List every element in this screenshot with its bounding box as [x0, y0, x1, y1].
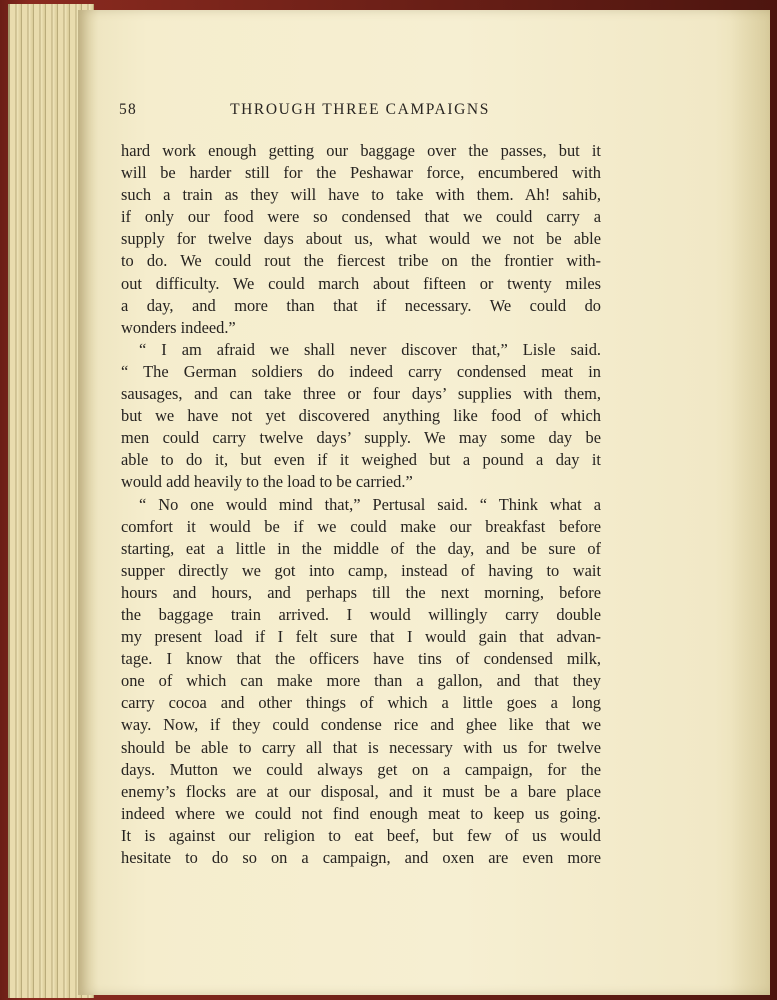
- text-line: hours and hours, and perhaps till the next morning, before: [121, 582, 601, 602]
- text-line: sausages, and can take three or four days’ supplies with them,: [121, 384, 601, 404]
- text-line: supply for twelve days about us, what would we not be able: [121, 229, 601, 249]
- text-line: out difficulty. We could march about fifteen or twenty miles: [121, 273, 601, 293]
- text-line: such a train as they will have to take with them. Ah! sahib,: [121, 185, 601, 205]
- text-line: my present load if I felt sure that I would gain that advan-: [121, 627, 601, 647]
- text-line: will be harder still for the Peshawar force, encumbered with: [121, 163, 601, 183]
- text-line: enemy’s flocks are at our disposal, and it must be a bare place: [121, 781, 601, 801]
- text-line: should be able to carry all that is necessary with us for twelve: [121, 737, 601, 757]
- text-line: but we have not yet discovered anything like food of which: [121, 406, 601, 426]
- text-line: hard work enough getting our baggage over the passes, but it: [121, 141, 601, 160]
- text-line: carry cocoa and other things of which a little goes a long: [121, 693, 601, 713]
- text-line: would add heavily to the load to be carried.”: [121, 472, 413, 492]
- text-line: comfort it would be if we could make our breakfast before: [121, 516, 601, 536]
- text-line: tage. I know that the officers have tins of condensed milk,: [121, 649, 601, 669]
- text-line: a day, and more than that if necessary. We could do: [121, 295, 601, 315]
- text-line: one of which can make more than a gallon, and that they: [121, 671, 601, 691]
- text-line: men could carry twelve days’ supply. We may some day be: [121, 428, 601, 448]
- page-shading: [730, 10, 770, 995]
- text-line: wonders indeed.”: [121, 317, 236, 337]
- text-line: It is against our religion to eat beef, but few of us would: [121, 825, 601, 845]
- text-line: hesitate to do so on a campaign, and oxen are even more: [121, 848, 601, 867]
- text-line: to do. We could rout the fiercest tribe on the frontier with-: [121, 251, 601, 271]
- running-title: THROUGH THREE CAMPAIGNS: [230, 101, 490, 118]
- body-text: [121, 140, 601, 869]
- text-line: able to do it, but even if it weighed but a pound a day it: [121, 450, 601, 470]
- text-line: “ No one would mind that,” Pertusal said. “ Think what a: [139, 494, 601, 514]
- page-header: [119, 101, 601, 125]
- text-line: the baggage train arrived. I would willingly carry double: [121, 604, 601, 624]
- text-line: if only our food were so condensed that we could carry a: [121, 207, 601, 227]
- text-line: “ The German soldiers do indeed carry condensed meat in: [121, 361, 601, 381]
- text-line: way. Now, if they could condense rice and ghee like that we: [121, 715, 601, 735]
- text-line: “ I am afraid we shall never discover that,” Lisle said.: [139, 339, 601, 359]
- page-number: 58: [119, 101, 137, 118]
- text-line: indeed where we could not find enough meat to keep us going.: [121, 803, 601, 823]
- text-line: starting, eat a little in the middle of the day, and be sure of: [121, 538, 601, 558]
- text-line: supper directly we got into camp, instead of having to wait: [121, 560, 601, 580]
- text-line: days. Mutton we could always get on a campaign, for the: [121, 759, 601, 779]
